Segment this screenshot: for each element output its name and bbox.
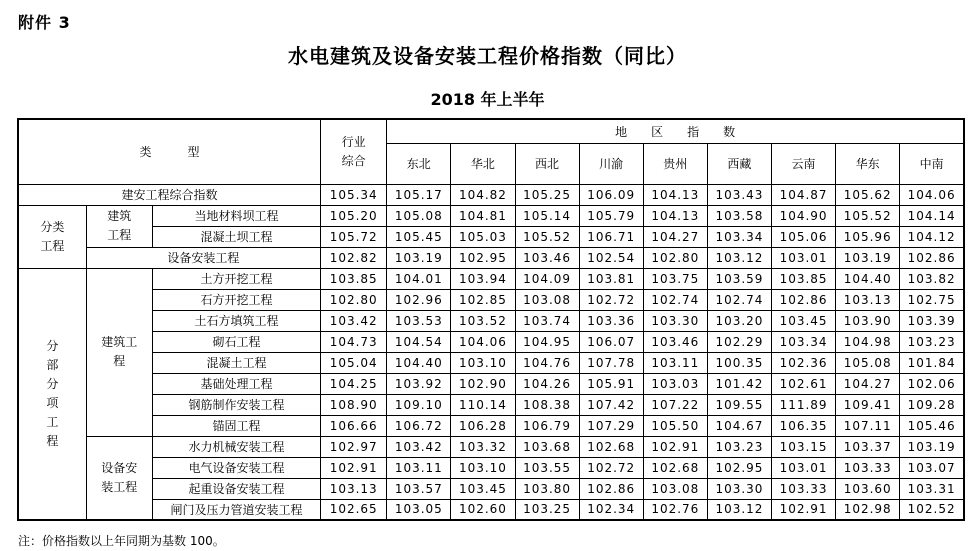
row-label: 土方开挖工程 — [152, 268, 320, 289]
region-value: 104.87 — [772, 184, 836, 205]
region-group-header: 地 区 指 数 — [387, 119, 964, 143]
region-value: 104.95 — [515, 331, 579, 352]
region-value: 103.25 — [515, 499, 579, 520]
region-value: 102.29 — [707, 331, 771, 352]
region-value: 104.27 — [643, 226, 707, 247]
region-value: 104.13 — [643, 205, 707, 226]
region-value: 103.58 — [707, 205, 771, 226]
region-value: 106.79 — [515, 415, 579, 436]
region-value: 103.23 — [707, 436, 771, 457]
row-label: 建安工程综合指数 — [18, 184, 321, 205]
region-value: 105.91 — [579, 373, 643, 394]
region-value: 102.68 — [643, 457, 707, 478]
row-label: 混凝土工程 — [152, 352, 320, 373]
group-category: 分类 工程 — [18, 205, 86, 268]
row-label: 当地材料坝工程 — [152, 205, 320, 226]
region-value: 103.68 — [515, 436, 579, 457]
region-value: 103.13 — [836, 289, 900, 310]
region-value: 108.38 — [515, 394, 579, 415]
region-value: 104.54 — [387, 331, 451, 352]
industry-header: 行业 综合 — [321, 119, 387, 184]
region-value: 103.15 — [772, 436, 836, 457]
region-value: 103.94 — [451, 268, 515, 289]
region-value: 104.12 — [900, 226, 964, 247]
region-value: 104.81 — [451, 205, 515, 226]
region-value: 103.33 — [836, 457, 900, 478]
region-value: 102.91 — [772, 499, 836, 520]
region-value: 109.28 — [900, 394, 964, 415]
row-label: 砌石工程 — [152, 331, 320, 352]
region-value: 102.06 — [900, 373, 964, 394]
region-value: 105.46 — [900, 415, 964, 436]
region-value: 109.41 — [836, 394, 900, 415]
industry-value: 104.73 — [321, 331, 387, 352]
region-value: 104.76 — [515, 352, 579, 373]
region-value: 103.30 — [707, 478, 771, 499]
row-label: 钢筋制作安装工程 — [152, 394, 320, 415]
region-value: 103.07 — [900, 457, 964, 478]
industry-value: 102.80 — [321, 289, 387, 310]
row-label: 水力机械安装工程 — [152, 436, 320, 457]
region-value: 105.52 — [515, 226, 579, 247]
row-label: 基础处理工程 — [152, 373, 320, 394]
region-value: 102.86 — [579, 478, 643, 499]
region-header: 东北 — [387, 143, 451, 184]
region-value: 103.08 — [515, 289, 579, 310]
industry-value: 102.97 — [321, 436, 387, 457]
table-row — [18, 352, 964, 373]
region-value: 102.86 — [772, 289, 836, 310]
region-value: 102.76 — [643, 499, 707, 520]
attachment-label: 附件 3 — [18, 13, 71, 32]
region-value: 103.37 — [836, 436, 900, 457]
table-row — [18, 310, 964, 331]
region-value: 102.36 — [772, 352, 836, 373]
industry-value: 105.20 — [321, 205, 387, 226]
region-value: 102.74 — [707, 289, 771, 310]
region-value: 103.10 — [451, 457, 515, 478]
row-label: 电气设备安装工程 — [152, 457, 320, 478]
region-value: 102.74 — [643, 289, 707, 310]
region-value: 109.55 — [707, 394, 771, 415]
region-value: 106.35 — [772, 415, 836, 436]
region-value: 103.19 — [900, 436, 964, 457]
region-value: 105.25 — [515, 184, 579, 205]
region-value: 101.42 — [707, 373, 771, 394]
region-value: 103.55 — [515, 457, 579, 478]
row-label: 混凝土坝工程 — [152, 226, 320, 247]
region-value: 100.35 — [707, 352, 771, 373]
row-label: 锚固工程 — [152, 415, 320, 436]
region-value: 105.52 — [836, 205, 900, 226]
row-label: 起重设备安装工程 — [152, 478, 320, 499]
region-value: 103.74 — [515, 310, 579, 331]
region-value: 106.72 — [387, 415, 451, 436]
region-value: 111.89 — [772, 394, 836, 415]
region-value: 102.54 — [579, 247, 643, 268]
region-header: 西北 — [515, 143, 579, 184]
region-value: 102.90 — [451, 373, 515, 394]
region-value: 103.30 — [643, 310, 707, 331]
type-header: 类 型 — [18, 119, 321, 184]
industry-value: 103.42 — [321, 310, 387, 331]
industry-value: 103.13 — [321, 478, 387, 499]
industry-value: 102.65 — [321, 499, 387, 520]
table-row — [18, 457, 964, 478]
region-header: 西藏 — [707, 143, 771, 184]
region-value: 103.20 — [707, 310, 771, 331]
region-value: 105.96 — [836, 226, 900, 247]
table-row — [18, 247, 964, 268]
region-value: 103.42 — [387, 436, 451, 457]
industry-value: 102.91 — [321, 457, 387, 478]
row-label: 闸门及压力管道安装工程 — [152, 499, 320, 520]
region-value: 103.08 — [643, 478, 707, 499]
region-value: 102.52 — [900, 499, 964, 520]
table-row — [18, 499, 964, 520]
region-value: 103.19 — [387, 247, 451, 268]
region-value: 103.52 — [451, 310, 515, 331]
group-sub-building: 建筑工 程 — [86, 268, 152, 436]
region-header: 中南 — [900, 143, 964, 184]
row-label: 设备安装工程 — [86, 247, 320, 268]
region-value: 101.84 — [900, 352, 964, 373]
region-value: 102.60 — [451, 499, 515, 520]
region-value: 104.09 — [515, 268, 579, 289]
price-index-table — [17, 118, 965, 521]
region-header: 华北 — [451, 143, 515, 184]
table-row — [18, 289, 964, 310]
region-value: 103.33 — [772, 478, 836, 499]
row-label: 土石方填筑工程 — [152, 310, 320, 331]
group-category-building: 建筑 工程 — [86, 205, 152, 247]
region-value: 103.36 — [579, 310, 643, 331]
region-value: 103.01 — [772, 457, 836, 478]
region-value: 102.72 — [579, 289, 643, 310]
region-value: 103.01 — [772, 247, 836, 268]
region-value: 103.23 — [900, 331, 964, 352]
table-row — [18, 226, 964, 247]
region-value: 104.90 — [772, 205, 836, 226]
region-value: 105.62 — [836, 184, 900, 205]
region-value: 106.07 — [579, 331, 643, 352]
region-value: 104.82 — [451, 184, 515, 205]
region-value: 102.80 — [643, 247, 707, 268]
region-value: 103.57 — [387, 478, 451, 499]
region-value: 102.95 — [707, 457, 771, 478]
region-value: 102.85 — [451, 289, 515, 310]
region-value: 102.72 — [579, 457, 643, 478]
region-header: 川渝 — [579, 143, 643, 184]
region-value: 106.09 — [579, 184, 643, 205]
region-value: 105.08 — [387, 205, 451, 226]
region-header: 云南 — [772, 143, 836, 184]
region-value: 104.40 — [836, 268, 900, 289]
region-value: 104.26 — [515, 373, 579, 394]
region-value: 107.22 — [643, 394, 707, 415]
region-value: 107.11 — [836, 415, 900, 436]
footnote: 注：价格指数以上年同期为基数 100。 — [18, 534, 225, 548]
region-value: 103.39 — [900, 310, 964, 331]
region-value: 104.27 — [836, 373, 900, 394]
region-value: 103.34 — [772, 331, 836, 352]
region-value: 103.59 — [707, 268, 771, 289]
region-value: 103.90 — [836, 310, 900, 331]
region-value: 103.43 — [707, 184, 771, 205]
region-value: 102.75 — [900, 289, 964, 310]
table-row — [18, 436, 964, 457]
region-value: 105.14 — [515, 205, 579, 226]
group-sub-equipment: 设备安 装工程 — [86, 436, 152, 520]
region-value: 103.12 — [707, 499, 771, 520]
region-header: 华东 — [836, 143, 900, 184]
table-row — [18, 478, 964, 499]
region-value: 110.14 — [451, 394, 515, 415]
table-row — [18, 268, 964, 289]
region-value: 103.92 — [387, 373, 451, 394]
region-value: 105.03 — [451, 226, 515, 247]
region-value: 103.05 — [387, 499, 451, 520]
region-value: 103.45 — [772, 310, 836, 331]
industry-value: 104.25 — [321, 373, 387, 394]
region-value: 103.45 — [451, 478, 515, 499]
region-value: 109.10 — [387, 394, 451, 415]
region-value: 103.11 — [387, 457, 451, 478]
industry-value: 103.85 — [321, 268, 387, 289]
industry-value: 105.04 — [321, 352, 387, 373]
region-value: 103.46 — [643, 331, 707, 352]
region-value: 104.40 — [387, 352, 451, 373]
region-value: 102.95 — [451, 247, 515, 268]
region-value: 105.45 — [387, 226, 451, 247]
table-row — [18, 205, 964, 226]
table-row — [18, 394, 964, 415]
region-value: 104.06 — [451, 331, 515, 352]
industry-value: 105.34 — [321, 184, 387, 205]
region-value: 104.01 — [387, 268, 451, 289]
region-value: 102.34 — [579, 499, 643, 520]
region-value: 103.11 — [643, 352, 707, 373]
region-value: 103.34 — [707, 226, 771, 247]
region-value: 103.31 — [900, 478, 964, 499]
region-value: 103.81 — [579, 268, 643, 289]
region-value: 105.06 — [772, 226, 836, 247]
region-value: 104.98 — [836, 331, 900, 352]
region-value: 104.67 — [707, 415, 771, 436]
group-sub-items: 分 部 分 项 工 程 — [18, 268, 86, 520]
region-value: 103.03 — [643, 373, 707, 394]
region-value: 107.42 — [579, 394, 643, 415]
industry-value: 106.66 — [321, 415, 387, 436]
industry-value: 105.72 — [321, 226, 387, 247]
region-value: 107.78 — [579, 352, 643, 373]
region-value: 103.82 — [900, 268, 964, 289]
region-value: 103.10 — [451, 352, 515, 373]
region-value: 105.08 — [836, 352, 900, 373]
page-subtitle: 2018 年上半年 — [430, 90, 545, 109]
page-title: 水电建筑及设备安装工程价格指数（同比） — [288, 44, 687, 68]
region-value: 103.46 — [515, 247, 579, 268]
region-value: 102.98 — [836, 499, 900, 520]
table-row — [18, 331, 964, 352]
region-value: 102.61 — [772, 373, 836, 394]
table-row — [18, 184, 964, 205]
region-value: 104.06 — [900, 184, 964, 205]
region-value: 103.80 — [515, 478, 579, 499]
row-label: 石方开挖工程 — [152, 289, 320, 310]
industry-value: 102.82 — [321, 247, 387, 268]
industry-value: 108.90 — [321, 394, 387, 415]
region-value: 104.13 — [643, 184, 707, 205]
region-value: 104.14 — [900, 205, 964, 226]
region-value: 103.12 — [707, 247, 771, 268]
table-row — [18, 373, 964, 394]
region-value: 105.17 — [387, 184, 451, 205]
region-value: 103.75 — [643, 268, 707, 289]
region-value: 102.68 — [579, 436, 643, 457]
region-value: 103.60 — [836, 478, 900, 499]
region-value: 107.29 — [579, 415, 643, 436]
region-value: 105.50 — [643, 415, 707, 436]
region-value: 105.79 — [579, 205, 643, 226]
region-header: 贵州 — [643, 143, 707, 184]
region-value: 102.86 — [900, 247, 964, 268]
region-value: 106.71 — [579, 226, 643, 247]
region-value: 106.28 — [451, 415, 515, 436]
region-value: 103.32 — [451, 436, 515, 457]
region-value: 103.53 — [387, 310, 451, 331]
region-value: 102.96 — [387, 289, 451, 310]
region-value: 102.91 — [643, 436, 707, 457]
region-value: 103.85 — [772, 268, 836, 289]
table-row — [18, 415, 964, 436]
region-value: 103.19 — [836, 247, 900, 268]
